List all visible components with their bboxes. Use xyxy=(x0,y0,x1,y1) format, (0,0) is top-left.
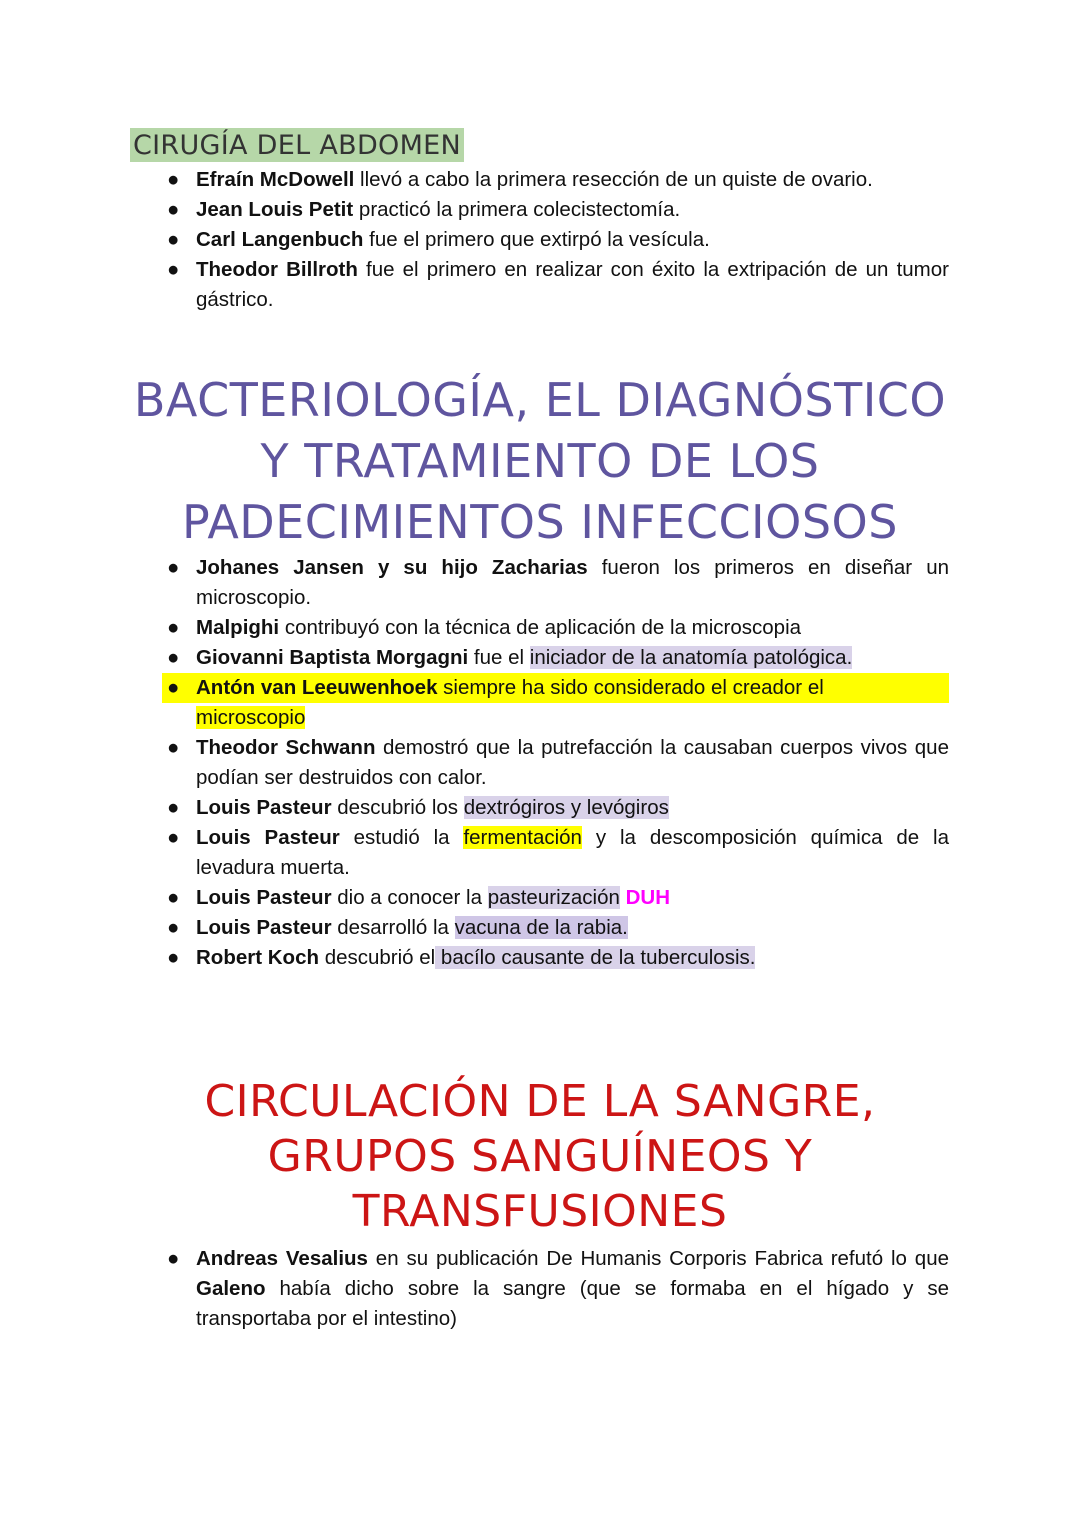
list-item: ● Louis Pasteur estudió la fermentación y la descomposición química de la levadura muerta. xyxy=(196,823,949,883)
bullet-icon: ● xyxy=(167,796,180,819)
list-item-continuation xyxy=(196,703,949,733)
heading-bacteriologia: BACTERIOLOGÍA, EL DIAGNÓSTICO Y TRATAMIENTO DE LOS PADECIMIENTOS INFECCIOSOS xyxy=(133,373,947,549)
heading-circulacion: CIRCULACIÓN DE LA SANGRE, GRUPOS SANGUÍNEOS Y TRANSFUSIONES xyxy=(204,1076,876,1237)
highlight: bacílo causante de la tuberculosis. xyxy=(435,946,756,969)
bullet-icon: ● xyxy=(167,168,180,191)
highlight: microscopio xyxy=(196,706,306,729)
bullet-icon: ● xyxy=(167,826,180,849)
highlight: vacuna de la rabia. xyxy=(454,916,628,939)
list-item: ● Efraín McDowell llevó a cabo la primera resección de un quiste de ovario. xyxy=(196,165,949,195)
highlight: pasteurización xyxy=(487,886,620,909)
bacteriologia-list xyxy=(167,553,949,973)
list-item: ● Jean Louis Petit practicó la primera colecistectomía. xyxy=(196,195,949,225)
list-item: ● Andreas Vesalius en su publicación De Humanis Corporis Fabrica refutó lo que Galeno había dicho sobre la sangre (que se formaba en el hígado y se transportaba por el intestino) xyxy=(196,1244,949,1334)
list-item: ● Johanes Jansen y su hijo Zacharias fueron los primeros en diseñar un microscopio. xyxy=(196,553,949,613)
circulacion-list xyxy=(167,1244,949,1334)
highlight: fermentación xyxy=(463,826,582,849)
bullet-icon: ● xyxy=(167,886,180,909)
list-item: ● Giovanni Baptista Morgagni fue el iniciador de la anatomía patológica. xyxy=(196,643,949,673)
emphasis-note: DUH xyxy=(625,886,671,909)
list-item: ● Malpighi contribuyó con la técnica de aplicación de la microscopia xyxy=(196,613,949,643)
list-item: ● Theodor Schwann demostró que la putrefacción la causaban cuerpos vivos que podían ser destruidos con calor. xyxy=(196,733,949,793)
bullet-icon: ● xyxy=(167,556,180,579)
list-item: ● Louis Pasteur dio a conocer la pasteurización DUH xyxy=(196,883,949,913)
list-item: ● Louis Pasteur desarrolló la vacuna de la rabia. xyxy=(196,913,949,943)
list-item: ● Theodor Billroth fue el primero en realizar con éxito la extripación de un tumor gástrico. xyxy=(196,255,949,315)
highlight: dextrógiros y levógiros xyxy=(463,796,669,819)
list-item: ● Louis Pasteur descubrió los dextrógiros y levógiros xyxy=(196,793,949,823)
highlight: iniciador de la anatomía patológica. xyxy=(529,646,853,669)
bullet-icon: ● xyxy=(162,673,196,703)
bullet-icon: ● xyxy=(167,198,180,221)
list-item: ● Robert Koch descubrió el bacílo causante de la tuberculosis. xyxy=(196,943,949,973)
bullet-icon: ● xyxy=(167,946,180,969)
bullet-icon: ● xyxy=(167,916,180,939)
list-item-highlighted: ● Antón van Leeuwenhoek siempre ha sido considerado el creador el xyxy=(196,673,949,703)
bullet-icon: ● xyxy=(167,1247,180,1270)
section-title-cirugia-abdomen: CIRUGÍA DEL ABDOMEN xyxy=(130,128,464,162)
bullet-icon: ● xyxy=(167,646,180,669)
bullet-icon: ● xyxy=(167,736,180,759)
abdomen-list xyxy=(167,165,949,315)
bullet-icon: ● xyxy=(167,258,180,281)
bullet-icon: ● xyxy=(167,228,180,251)
bullet-icon: ● xyxy=(167,616,180,639)
list-item: ● Carl Langenbuch fue el primero que extirpó la vesícula. xyxy=(196,225,949,255)
